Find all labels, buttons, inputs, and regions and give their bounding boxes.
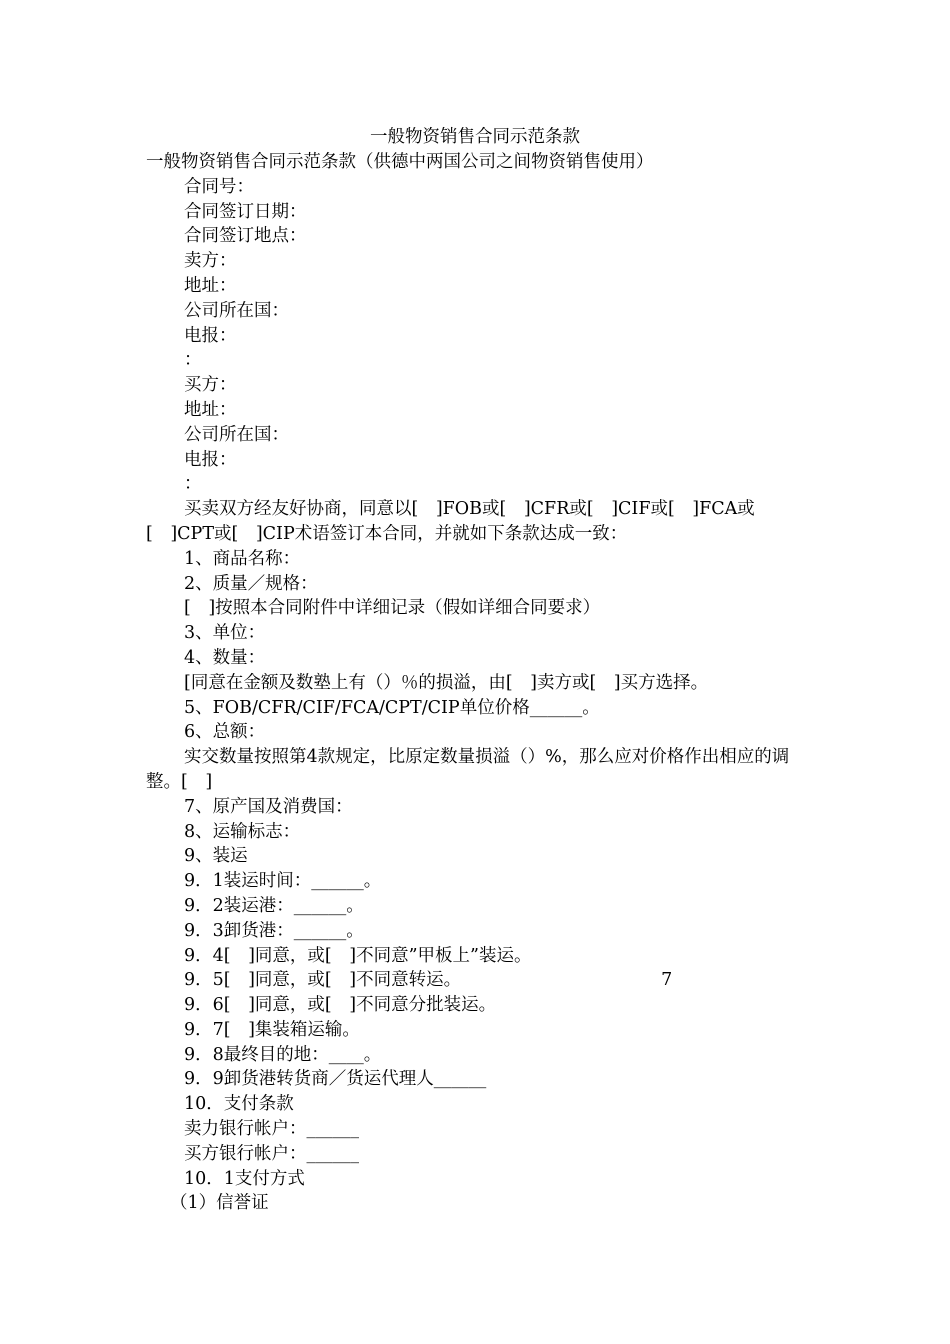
- seller-address-field: 地址：: [184, 275, 237, 296]
- seller-telegram-field: 电报：: [184, 325, 237, 346]
- clause-10-1-1: （1）信誉证: [170, 1193, 269, 1214]
- buyer-telegram-field: 电报：: [184, 449, 237, 470]
- clause-9-4: 9．4[ ]同意，或[ ]不同意”甲板上”装运。: [184, 945, 532, 966]
- signing-place-field: 合同签订地点：: [184, 226, 307, 247]
- clause-4: 4、数量：: [184, 647, 266, 668]
- preamble-paragraph: 买卖双方经友好协商，同意以[ ]FOB或[ ]CFR或[ ]CIF或[ ]FCA或[ ]CPT或[ ]CIP术语签订本合同，并就如下条款达成一致：: [146, 499, 755, 544]
- clause-9-7: 9．7[ ]集装箱运输。: [184, 1019, 360, 1040]
- clause-9-1: 9．1装运时间：______。: [184, 871, 382, 892]
- seller-country-field: 公司所在国：: [184, 300, 289, 321]
- signing-date-field: 合同签订日期：: [184, 201, 307, 222]
- clause-1: 1、商品名称：: [184, 548, 301, 569]
- buyer-colon-line: ：: [184, 474, 202, 495]
- document-title: 一般物资销售合同示范条款: [370, 127, 580, 147]
- buyer-country-field: 公司所在国：: [184, 424, 289, 445]
- clause-7: 7、原产国及消费国：: [184, 796, 353, 817]
- clause-10: 10．支付条款: [184, 1094, 294, 1115]
- clause-9-2: 9．2装运港：______。: [184, 895, 364, 916]
- clause-9: 9、装运: [184, 846, 248, 867]
- clause-3: 3、单位：: [184, 623, 266, 644]
- clause-9-6: 9．6[ ]同意，或[ ]不同意分批装运。: [184, 995, 497, 1016]
- clause-2: 2、质量／规格：: [184, 573, 318, 594]
- clause-9-3: 9．3卸货港：______。: [184, 920, 364, 941]
- seller-bank-account: 卖力银行帐户：______: [184, 1119, 359, 1140]
- seller-label: 卖方：: [184, 251, 237, 272]
- clause-2-option: [ ]按照本合同附件中详细记录（假如详细合同要求）: [184, 598, 601, 619]
- clause-9-5-row: [146, 968, 802, 993]
- document-body: [146, 150, 802, 1216]
- page-number: 7: [661, 970, 673, 991]
- clause-5: 5、FOB/CFR/CIF/FCA/CPT/CIP单位价格______。: [184, 697, 600, 718]
- clause-4-option: [同意在金额及数塾上有（）％的损溢，由[ ]卖方或[ ]买方选择。: [184, 672, 709, 693]
- clause-9-9: 9．9卸货港转货商／货运代理人______: [184, 1069, 487, 1090]
- clause-9-5: 9．5[ ]同意，或[ ]不同意转运。: [184, 970, 462, 991]
- clause-6: 6、总额：: [184, 722, 266, 743]
- buyer-label: 买方：: [184, 375, 237, 396]
- contract-number-field: 合同号：: [184, 176, 254, 197]
- doc-line-subtitle: 一般物资销售合同示范条款（供德中两国公司之间物资销售使用）: [146, 152, 654, 172]
- clause-6-paragraph: 实交数量按照第4款规定，比原定数量损溢（）%，那么应对价格作出相应的调整。[ ]: [146, 747, 790, 792]
- clause-10-1: 10．1支付方式: [184, 1168, 305, 1189]
- seller-colon-line: ：: [184, 350, 202, 371]
- clause-8: 8、运输标志：: [184, 821, 301, 842]
- buyer-bank-account: 买方银行帐户：______: [184, 1143, 359, 1164]
- buyer-address-field: 地址：: [184, 399, 237, 420]
- clause-9-8: 9．8最终目的地：____。: [184, 1044, 382, 1065]
